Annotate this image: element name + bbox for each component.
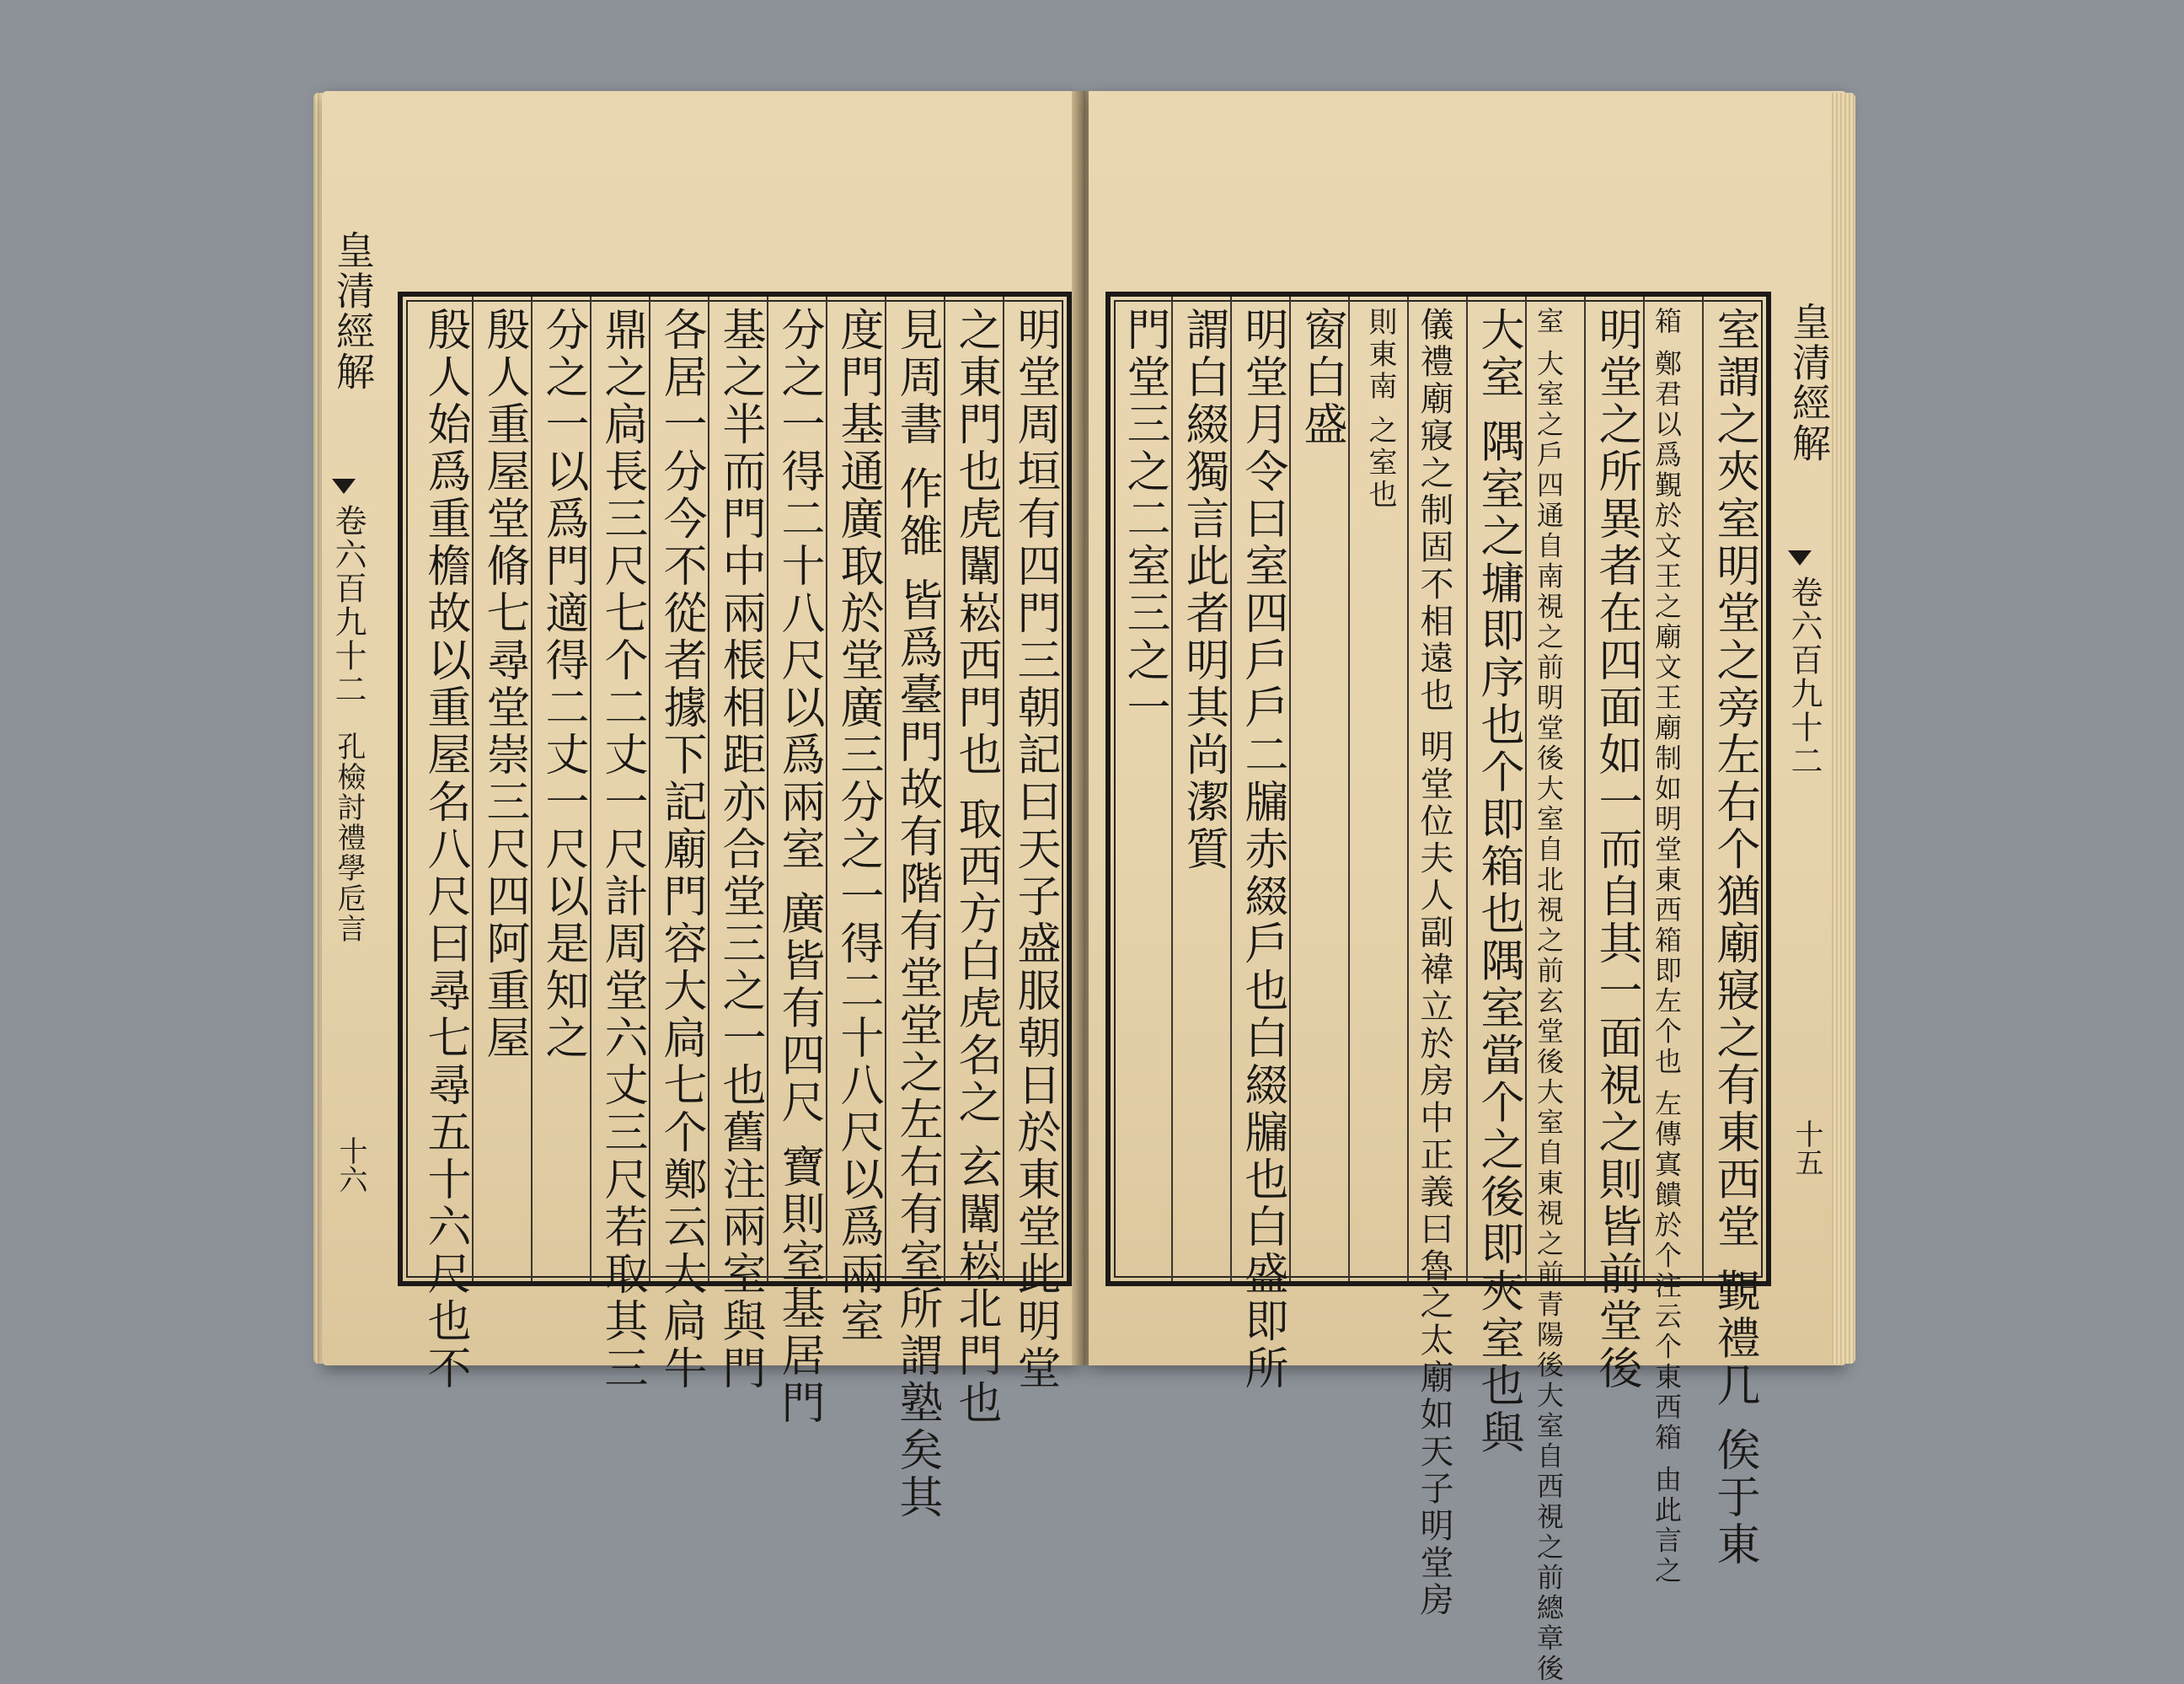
page-block-edge-right	[1832, 93, 1855, 1364]
left-text-frame	[398, 292, 1072, 1522]
right-folio: 十五	[1790, 1119, 1823, 1177]
right-col-9: 明堂月令曰室四戶戶二牖赤綴戶也白綴牖也白盛即所	[1237, 307, 1287, 1392]
right-col-1: 室謂之夾室明堂之旁左右个猶廟寢之有東西堂 覲禮几 俟于東	[1709, 307, 1759, 1569]
column-rule	[708, 297, 709, 1281]
column-rule	[472, 297, 474, 1281]
right-page	[1089, 91, 1847, 1684]
column-rule	[944, 297, 945, 1281]
column-rule	[1289, 297, 1291, 1281]
left-margin-book: 孔檢討禮學卮言	[332, 732, 366, 944]
left-margin-title: 皇清經解	[330, 230, 376, 392]
column-rule	[1584, 297, 1586, 1281]
column-rule	[1466, 297, 1468, 1281]
column-rule	[1702, 297, 1704, 1281]
left-col-10: 殷人重屋堂脩七尋堂崇三尺四阿重屋	[479, 307, 529, 1062]
column-rule	[1348, 297, 1350, 1281]
fish-tail-mark-icon	[1788, 550, 1812, 566]
left-col-1: 明堂周垣有四門三朝記曰天子盛服朝日於東堂此明堂	[1009, 307, 1060, 1392]
column-rule	[826, 297, 827, 1281]
left-col-5: 分之一得二十八尺以爲兩室 廣皆有四尺 寶則室基居門	[774, 307, 824, 1428]
column-rule	[885, 297, 886, 1281]
right-col-3: 明堂之所異者在四面如一而自其一面視之則皆前堂後	[1591, 307, 1641, 1392]
column-rule	[1003, 297, 1004, 1281]
left-col-3: 見周書 作雒 皆爲臺門故有階有堂堂之左右有室所謂塾矣其	[891, 307, 942, 1522]
right-col-5: 大室 隅室之墉即序也个即箱也隅室當个之後即夾室也與	[1473, 307, 1523, 1457]
column-rule	[1407, 297, 1409, 1281]
left-col-8: 鼎之扃長三尺七个二丈一尺計周堂六丈三尺若取其三	[597, 307, 647, 1392]
left-col-4: 度門基通廣取於堂廣三分之一得二十八尺以爲兩室	[832, 307, 883, 1345]
left-folio: 十六	[334, 1136, 367, 1193]
column-rule	[1230, 297, 1232, 1281]
fish-tail-mark-icon	[332, 479, 356, 494]
column-rule	[649, 297, 650, 1281]
right-col-4: 室 大室之戶四通自南視之前明堂後大室自北視之前玄堂後大室自東視之前青陽後大室自西視之前總章後	[1533, 307, 1565, 1684]
right-col-6: 儀禮廟寢之制固不相遠也 明堂位夫人副褘立於房中正義曰魯之太廟如天子明堂房	[1415, 307, 1453, 1619]
right-col-11: 門堂三之二室三之一	[1119, 307, 1170, 732]
left-page	[322, 91, 1080, 1522]
column-rule	[531, 297, 533, 1281]
column-rule	[1525, 297, 1527, 1281]
left-margin-volume: 卷六百九十二	[329, 504, 367, 706]
left-col-2: 之東門也虎闈崧西門也 取西方白虎名之 玄闈崧北門也	[950, 307, 1001, 1428]
column-rule	[1171, 297, 1173, 1281]
right-margin-volume: 卷六百九十二	[1785, 576, 1823, 778]
right-col-7: 則東南 之室也	[1363, 307, 1397, 512]
left-col-9: 分之一以爲門適得二丈一尺以是知之	[538, 307, 588, 1062]
right-text-frame	[1105, 292, 1771, 1684]
right-col-2: 箱 鄭君以爲覲於文王之廟文王廟制如明堂東西箱即左个也 左傳寘饋於个注云个東西箱 由此言之	[1651, 307, 1683, 1587]
column-rule	[767, 297, 768, 1281]
left-col-6: 基之半而門中兩棖相距亦合堂三之一也舊注兩室與門	[715, 307, 765, 1392]
right-margin-title: 皇清經解	[1786, 302, 1832, 464]
left-col-7: 各居一分今不從者據下記廟門容大扃七个鄭云大扃牛	[656, 307, 706, 1392]
column-rule	[590, 297, 592, 1281]
right-col-8: 窗白盛	[1296, 307, 1346, 448]
left-col-11: 殷人始爲重檐故以重屋名八尺曰尋七尋五十六尺也不	[420, 307, 470, 1392]
column-rule	[1643, 297, 1645, 1281]
right-col-10: 謂白綴獨言此者明其尚潔質	[1178, 307, 1228, 873]
open-book	[313, 84, 1855, 1684]
